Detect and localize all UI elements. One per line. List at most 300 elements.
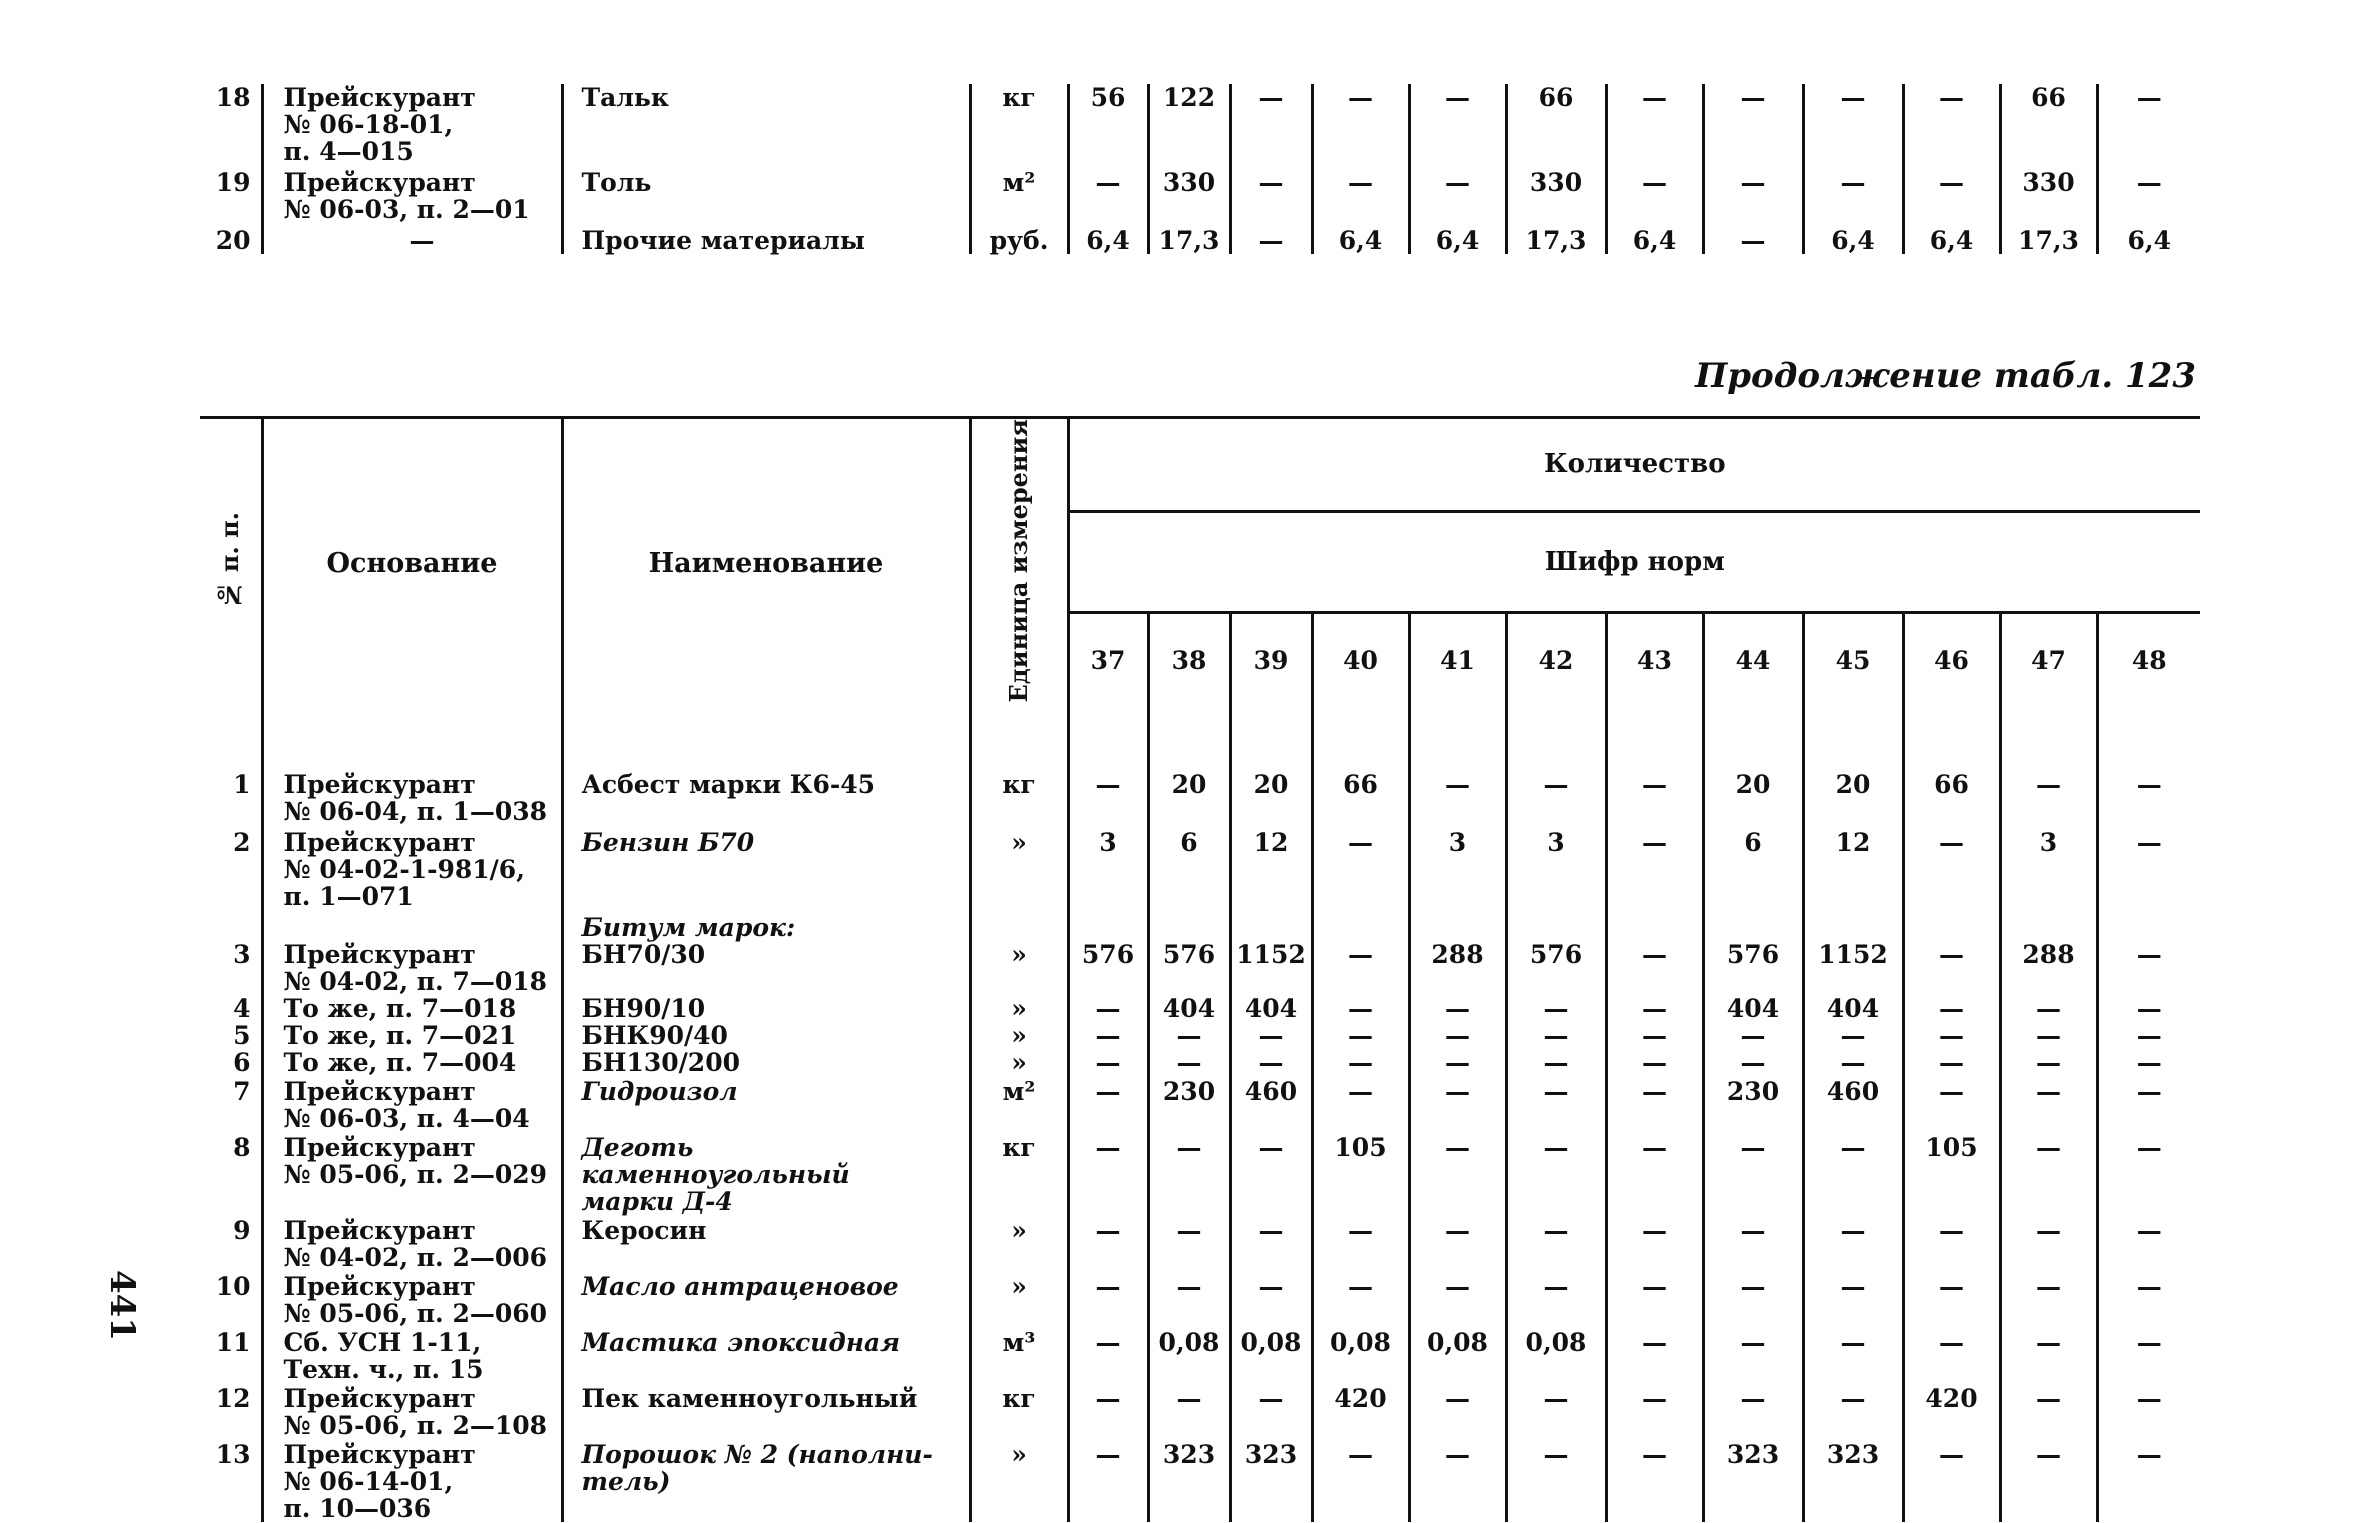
row-value: — [1803, 84, 1903, 165]
basis-line: № 04-02-1-981/6, [283, 855, 525, 885]
row-number [200, 910, 262, 941]
basis-line: № 05-06, п. 2—029 [283, 1160, 548, 1190]
row-value: — [1230, 1022, 1312, 1049]
header-norm-code: Шифр норм [1068, 512, 2200, 613]
row-name [562, 1383, 970, 1439]
row-number: 2 [233, 828, 251, 858]
row-value [1703, 910, 1803, 941]
row-value [1903, 910, 2000, 941]
row-value: 330 [2000, 165, 2097, 223]
materials-table [200, 416, 2200, 1522]
row-basis [262, 165, 562, 223]
row-name [562, 1215, 970, 1271]
row-value: — [1068, 995, 1148, 1022]
basis-line: № 06-04, п. 1—038 [283, 797, 548, 827]
row-name [562, 1439, 970, 1522]
row-unit: » [970, 1215, 1068, 1271]
row-value: — [1506, 1439, 1606, 1522]
row-value: — [1703, 1383, 1803, 1439]
name-line: БН70/30 [581, 940, 706, 970]
row-value: — [1312, 941, 1409, 995]
row-value: 66 [1312, 707, 1409, 825]
row-value: — [1903, 1215, 2000, 1271]
header-basis: Основание [262, 418, 562, 708]
basis-line: Прейскурант [283, 1133, 476, 1163]
basis-line: Прейскурант [283, 770, 476, 800]
row-value: — [1409, 1383, 1506, 1439]
header-col-41: 41 [1409, 613, 1506, 708]
row-name [562, 941, 970, 995]
row-value: 1152 [1230, 941, 1312, 995]
row-name [562, 1049, 970, 1076]
row-value: — [1903, 1076, 2000, 1132]
row-value: 12 [1230, 825, 1312, 910]
basis-line: Техн. ч., п. 15 [283, 1355, 484, 1385]
basis-line: Сб. УСН 1-11, [283, 1328, 482, 1358]
row-value: — [1312, 1049, 1409, 1076]
row-value [1409, 910, 1506, 941]
row-number: 10 [215, 1272, 251, 1302]
row-unit: » [970, 1049, 1068, 1076]
row-name [562, 1022, 970, 1049]
row-name [562, 1271, 970, 1327]
basis-line: № 06-18-01, [283, 110, 454, 139]
row-value: 576 [1148, 941, 1230, 995]
row-value: — [1903, 1439, 2000, 1522]
row-value: — [1903, 84, 2000, 165]
row-value: 6 [1148, 825, 1230, 910]
row-number: 13 [215, 1440, 251, 1470]
row-value: 576 [1506, 941, 1606, 995]
row-value: 6,4 [1606, 223, 1703, 254]
row-value: — [2000, 1327, 2097, 1383]
row-value: — [1506, 1271, 1606, 1327]
row-value: 323 [1230, 1439, 1312, 1522]
row-value: — [2000, 1049, 2097, 1076]
table-row [200, 707, 2200, 825]
row-value: — [1903, 165, 2000, 223]
row-value: — [1506, 995, 1606, 1022]
header-no-text: № п. п. [215, 511, 245, 610]
row-value: 56 [1068, 84, 1148, 165]
row-value: — [1312, 1439, 1409, 1522]
row-value: 576 [1068, 941, 1148, 995]
header-col-43: 43 [1606, 613, 1703, 708]
row-basis [262, 1076, 562, 1132]
row-value: — [2097, 941, 2200, 995]
row-value: 6,4 [1803, 223, 1903, 254]
row-value: 288 [2000, 941, 2097, 995]
row-value: 576 [1703, 941, 1803, 995]
row-value: — [1409, 1049, 1506, 1076]
row-value: — [1606, 1271, 1703, 1327]
row-value [1606, 910, 1703, 941]
row-value: — [1230, 1271, 1312, 1327]
name-line: Деготь каменноугольный [581, 1133, 850, 1190]
row-value: — [2000, 707, 2097, 825]
table-caption: Продолжение табл. 123 [1695, 356, 2196, 396]
row-unit [970, 910, 1068, 941]
row-value: — [1606, 1215, 1703, 1271]
row-value: — [1803, 1215, 1903, 1271]
row-value: — [1068, 1439, 1148, 1522]
row-value: 12 [1803, 825, 1903, 910]
row-number: 9 [233, 1216, 251, 1246]
row-number: 19 [215, 168, 251, 197]
basis-line: п. 10—036 [283, 1494, 432, 1523]
row-value: — [1148, 1132, 1230, 1215]
row-value: 6,4 [1903, 223, 2000, 254]
row-value: — [1148, 1049, 1230, 1076]
row-value: — [1606, 825, 1703, 910]
row-value: 20 [1148, 707, 1230, 825]
row-value: 66 [1903, 707, 2000, 825]
row-value: — [1506, 1132, 1606, 1215]
row-number: 20 [215, 226, 251, 255]
row-value: — [1409, 1132, 1506, 1215]
row-number: 11 [215, 1328, 251, 1358]
row-number: 8 [233, 1133, 251, 1163]
row-unit: » [970, 1439, 1068, 1522]
basis-line: № 04-02, п. 7—018 [283, 967, 548, 997]
name-line: Бензин Б70 [581, 828, 755, 858]
table-row [200, 825, 2200, 910]
row-value: — [1068, 1076, 1148, 1132]
basis-line: Прейскурант [283, 83, 476, 112]
row-name [562, 1076, 970, 1132]
name-line: Прочие материалы [581, 226, 865, 255]
row-value: 323 [1803, 1439, 1903, 1522]
row-value: — [1803, 1022, 1903, 1049]
row-value: — [1068, 707, 1148, 825]
row-unit: м² [970, 165, 1068, 223]
table-row [200, 1049, 2200, 1076]
row-value: 6,4 [1409, 223, 1506, 254]
row-basis [262, 1049, 562, 1076]
row-value: — [1703, 84, 1803, 165]
table-row [200, 1383, 2200, 1439]
row-value: — [2000, 1132, 2097, 1215]
row-value: 0,08 [1506, 1327, 1606, 1383]
row-basis [262, 1327, 562, 1383]
row-basis [262, 1439, 562, 1522]
basis-line: Прейскурант [283, 1077, 476, 1107]
table-row [200, 1022, 2200, 1049]
basis-line: № 04-02, п. 2—006 [283, 1243, 548, 1273]
row-value: — [1606, 1383, 1703, 1439]
row-value: — [1230, 223, 1312, 254]
row-value: — [1803, 165, 1903, 223]
row-value: — [1703, 1022, 1803, 1049]
row-value: — [2000, 1271, 2097, 1327]
row-unit: кг [970, 1132, 1068, 1215]
name-line: Тальк [581, 83, 669, 112]
table-row [200, 941, 2200, 995]
row-value: 6,4 [1068, 223, 1148, 254]
row-value: — [2097, 1215, 2200, 1271]
basis-line: п. 4—015 [283, 137, 414, 166]
name-line: Пек каменноугольный [581, 1384, 918, 1414]
row-basis [262, 941, 562, 995]
page-number: 441 [102, 1270, 142, 1341]
row-value: 3 [1068, 825, 1148, 910]
row-name [562, 995, 970, 1022]
basis-line: № 06-03, п. 4—04 [283, 1104, 530, 1134]
row-value: — [1312, 165, 1409, 223]
row-value: 6,4 [2097, 223, 2200, 254]
row-basis [262, 1271, 562, 1327]
row-value: 0,08 [1148, 1327, 1230, 1383]
row-value: — [1803, 1132, 1903, 1215]
row-value: 404 [1148, 995, 1230, 1022]
row-value: — [1606, 1327, 1703, 1383]
basis-line: Прейскурант [283, 1440, 476, 1470]
row-value: — [1312, 1022, 1409, 1049]
row-number: 12 [215, 1384, 251, 1414]
row-value: 3 [2000, 825, 2097, 910]
row-value: 460 [1230, 1076, 1312, 1132]
row-value: 6 [1703, 825, 1803, 910]
row-value [2097, 910, 2200, 941]
row-value: 105 [1903, 1132, 2000, 1215]
row-value [1230, 910, 1312, 941]
row-name [562, 165, 970, 223]
row-value: — [2097, 1271, 2200, 1327]
row-basis [262, 1383, 562, 1439]
row-number: 4 [233, 994, 251, 1024]
basis-line: Прейскурант [283, 828, 476, 858]
table-row [200, 1076, 2200, 1132]
basis-line: Прейскурант [283, 168, 476, 197]
row-value: — [2000, 1383, 2097, 1439]
row-value: — [1606, 707, 1703, 825]
row-value: 17,3 [1148, 223, 1230, 254]
row-value: — [1068, 1383, 1148, 1439]
row-value: 66 [2000, 84, 2097, 165]
row-value: 460 [1803, 1076, 1903, 1132]
row-value: — [1230, 1215, 1312, 1271]
row-value: — [2097, 995, 2200, 1022]
row-value: — [1606, 941, 1703, 995]
row-value: — [1903, 825, 2000, 910]
header-col-40: 40 [1312, 613, 1409, 708]
row-value: 66 [1506, 84, 1606, 165]
row-name [562, 910, 970, 941]
row-unit: м² [970, 1076, 1068, 1132]
row-value: 0,08 [1230, 1327, 1312, 1383]
row-value: — [1312, 1271, 1409, 1327]
row-value: — [1606, 1022, 1703, 1049]
row-unit: кг [970, 707, 1068, 825]
row-value: 20 [1703, 707, 1803, 825]
row-value: — [1068, 1327, 1148, 1383]
row-value: — [1606, 995, 1703, 1022]
header-unit [970, 418, 1068, 708]
row-value: — [1148, 1022, 1230, 1049]
row-value: — [1506, 1215, 1606, 1271]
name-line: Мастика эпоксидная [581, 1328, 901, 1358]
row-value: — [1068, 1049, 1148, 1076]
row-value: 6,4 [1312, 223, 1409, 254]
row-value [1068, 910, 1148, 941]
basis-line: № 06-03, п. 2—01 [283, 195, 530, 224]
row-value: — [1230, 165, 1312, 223]
row-value: 404 [1230, 995, 1312, 1022]
row-number: 6 [233, 1048, 251, 1078]
row-basis [262, 223, 562, 254]
basis-line: Прейскурант [283, 1272, 476, 1302]
row-unit: м³ [970, 1327, 1068, 1383]
row-unit: » [970, 1022, 1068, 1049]
header-col-46: 46 [1903, 613, 2000, 708]
row-basis [262, 1022, 562, 1049]
row-value: 3 [1506, 825, 1606, 910]
row-unit: » [970, 995, 1068, 1022]
row-value: 323 [1703, 1439, 1803, 1522]
name-line: Асбест марки К6-45 [581, 770, 876, 800]
row-value: — [1409, 1439, 1506, 1522]
row-value: — [1903, 1271, 2000, 1327]
table-row [200, 995, 2200, 1022]
row-value: — [1606, 1439, 1703, 1522]
row-basis [262, 825, 562, 910]
row-value: 404 [1803, 995, 1903, 1022]
row-value: — [1230, 1132, 1312, 1215]
name-line: тель) [581, 1467, 671, 1497]
header-col-47: 47 [2000, 613, 2097, 708]
row-value: — [2097, 825, 2200, 910]
row-value: 3 [1409, 825, 1506, 910]
row-value: — [1312, 84, 1409, 165]
row-value: — [2097, 1049, 2200, 1076]
header-col-48: 48 [2097, 613, 2200, 708]
row-value: — [1606, 165, 1703, 223]
name-line: Масло антраценовое [581, 1272, 899, 1302]
basis-line: № 06-14-01, [283, 1467, 454, 1497]
row-basis [262, 910, 562, 941]
row-value: 230 [1703, 1076, 1803, 1132]
row-value: — [1230, 1049, 1312, 1076]
row-value: — [1409, 1076, 1506, 1132]
basis-line: То же, п. 7—018 [283, 994, 517, 1024]
row-basis [262, 995, 562, 1022]
name-line: Толь [581, 168, 652, 197]
row-value: — [1606, 1076, 1703, 1132]
row-value: — [1409, 995, 1506, 1022]
basis-line: Прейскурант [283, 1384, 476, 1414]
table-row [200, 910, 2200, 941]
row-value: 330 [1506, 165, 1606, 223]
row-value: — [1409, 707, 1506, 825]
basis-line: № 05-06, п. 2—060 [283, 1299, 548, 1329]
row-value: — [1703, 1271, 1803, 1327]
row-value: — [1506, 1076, 1606, 1132]
row-value: — [2000, 1439, 2097, 1522]
row-value: — [1803, 1327, 1903, 1383]
header-name: Наименование [562, 418, 970, 708]
row-value: — [1230, 1383, 1312, 1439]
row-name [562, 223, 970, 254]
row-value: 288 [1409, 941, 1506, 995]
name-line: БН130/200 [581, 1048, 740, 1078]
row-name [562, 1132, 970, 1215]
row-value: 17,3 [2000, 223, 2097, 254]
header-col-38: 38 [1148, 613, 1230, 708]
row-value: — [2097, 165, 2200, 223]
row-value: — [2000, 995, 2097, 1022]
row-value: — [1068, 165, 1148, 223]
row-value: — [1903, 995, 2000, 1022]
row-basis [262, 1215, 562, 1271]
row-value: — [1703, 1049, 1803, 1076]
row-value: — [1312, 1215, 1409, 1271]
row-value: — [1903, 941, 2000, 995]
table-row [200, 1215, 2200, 1271]
row-unit: » [970, 1271, 1068, 1327]
row-number: 7 [233, 1077, 251, 1107]
row-unit: » [970, 825, 1068, 910]
table-row [200, 1132, 2200, 1215]
row-value: — [1803, 1271, 1903, 1327]
row-value [2000, 910, 2097, 941]
row-value: 420 [1903, 1383, 2000, 1439]
row-value: — [2097, 1439, 2200, 1522]
row-value: — [1703, 1327, 1803, 1383]
row-value: — [1148, 1271, 1230, 1327]
table-row [200, 223, 2200, 254]
basis-line: № 05-06, п. 2—108 [283, 1411, 548, 1441]
basis-line: Прейскурант [283, 1216, 476, 1246]
name-line: Порошок № 2 (наполни- [581, 1440, 933, 1470]
row-value: — [1312, 1076, 1409, 1132]
row-value: — [1409, 165, 1506, 223]
row-value: — [1409, 84, 1506, 165]
table-row [200, 1271, 2200, 1327]
row-value: 404 [1703, 995, 1803, 1022]
row-basis [262, 84, 562, 165]
row-value: — [1903, 1049, 2000, 1076]
row-value: — [1703, 165, 1803, 223]
row-value: 20 [1230, 707, 1312, 825]
row-value: — [1903, 1327, 2000, 1383]
row-value: — [1506, 1049, 1606, 1076]
row-value: — [1148, 1215, 1230, 1271]
row-value: — [1703, 1132, 1803, 1215]
row-unit: руб. [970, 223, 1068, 254]
row-value: — [1409, 1271, 1506, 1327]
table-row [200, 165, 2200, 223]
row-value: — [2097, 84, 2200, 165]
row-number: 1 [233, 770, 251, 800]
row-number: 3 [233, 940, 251, 970]
table-row [200, 84, 2200, 165]
row-value: — [1068, 1215, 1148, 1271]
name-line: Гидроизол [581, 1077, 738, 1107]
row-value: — [1068, 1022, 1148, 1049]
basis-line: Прейскурант [283, 940, 476, 970]
row-value [1312, 910, 1409, 941]
row-number: 5 [233, 1021, 251, 1051]
row-basis [262, 707, 562, 825]
table-row [200, 1327, 2200, 1383]
header-quantity: Количество [1068, 418, 2200, 512]
row-value: — [1703, 1215, 1803, 1271]
row-value: — [2097, 1022, 2200, 1049]
row-name [562, 1327, 970, 1383]
row-name [562, 84, 970, 165]
row-unit: кг [970, 1383, 1068, 1439]
header-unit-text: Единица измерения [1004, 419, 1033, 703]
